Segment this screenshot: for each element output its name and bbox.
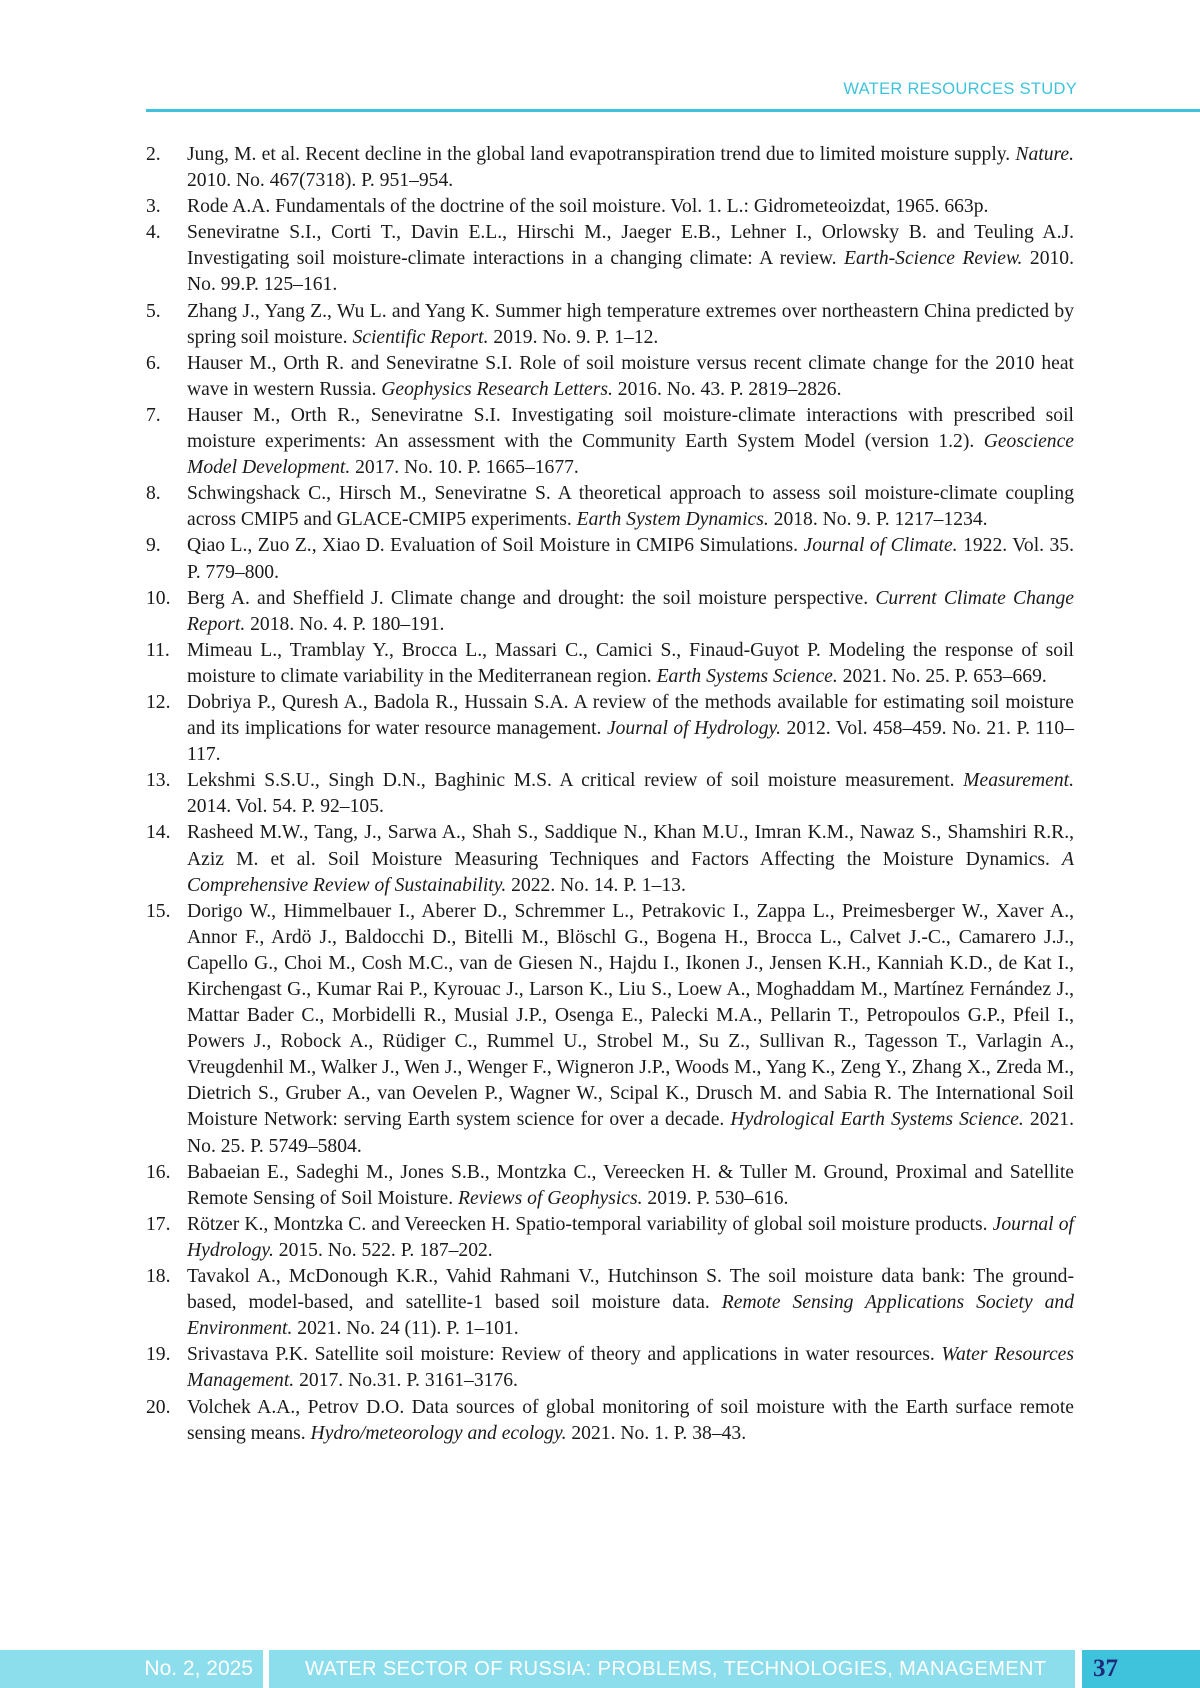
reference-journal: Reviews of Geophysics. (458, 1187, 643, 1209)
reference-item (146, 1264, 1074, 1342)
reference-text: Mimeau L., Tramblay Y., Brocca L., Massari C., Camici S., Finaud-Guyot P. Modeling the response of soil moisture to climate variability in the Mediterranean region. (187, 639, 1074, 687)
reference-details: 2010. No. 467(7318). P. 951–954. (187, 170, 454, 192)
reference-item (146, 194, 1074, 220)
header-divider (146, 109, 1200, 112)
reference-item (146, 638, 1074, 690)
reference-item (146, 403, 1074, 481)
reference-text: Hauser M., Orth R., Seneviratne S.I. Investigating soil moisture-climate interactions with prescribed soil moisture experiments: An assessment with the Community Earth System Model (version 1.2). (187, 404, 1074, 453)
reference-details: 2012. Vol. 458–459. No. 21. P. 110–117. (187, 718, 1074, 766)
reference-number: 4. (146, 222, 161, 244)
reference-item (146, 299, 1074, 351)
reference-item (146, 690, 1074, 768)
reference-journal: Journal of Hydrology. (187, 1213, 1074, 1261)
reference-item (146, 586, 1074, 638)
reference-journal: Earth-Science Review. (844, 248, 1023, 270)
reference-item (146, 351, 1074, 403)
reference-number: 17. (146, 1213, 171, 1235)
reference-number: 11. (146, 639, 170, 661)
reference-journal: A Comprehensive Review of Sustainability. (187, 848, 1074, 896)
reference-journal: Measurement. (963, 770, 1074, 792)
reference-journal: Geophysics Research Letters. (381, 378, 613, 400)
reference-journal: Earth System Dynamics. (576, 509, 769, 531)
footer-issue (0, 1650, 263, 1688)
reference-item (146, 1395, 1074, 1447)
reference-text: Tavakol A., McDonough K.R., Vahid Rahmani V., Hutchinson S. The soil moisture data bank: The ground-based, model-based, and satellite-1 based soil moisture data. (187, 1266, 1074, 1314)
reference-details: 2014. Vol. 54. P. 92–105. (187, 796, 384, 818)
reference-text: Berg A. and Sheffield J. Climate change and drought: the soil moisture perspective. (187, 587, 876, 609)
reference-journal: Hydrological Earth Systems Science. (730, 1109, 1024, 1131)
reference-journal: Journal of Hydrology. (606, 718, 782, 740)
reference-journal: Hydro/meteorology and ecology. (310, 1422, 567, 1444)
reference-text: Lekshmi S.S.U., Singh D.N., Baghinic M.S. A critical review of soil moisture measurement. (187, 770, 964, 792)
reference-number: 8. (146, 483, 161, 505)
reference-text: Volchek A.A., Petrov D.O. Data sources of global monitoring of soil moisture with the Earth surface remote sensing means. (187, 1396, 1074, 1444)
footer-journal-name: WATER SECTOR OF RUSSIA: PROBLEMS, TECHNOLOGIES, MANAGEMENT (269, 1650, 1075, 1688)
reference-details: 2021. No. 25. P. 5749–5804. (187, 1109, 1074, 1157)
reference-text: Jung, M. et al. Recent decline in the global land evapotranspiration trend due to limited moisture supply. (187, 144, 1016, 165)
reference-journal: Remote Sensing Applications Society and Environment. (187, 1292, 1074, 1340)
reference-number: 9. (146, 535, 161, 557)
reference-text: Dorigo W., Himmelbauer I., Aberer D., Schremmer L., Petrakovic I., Zappa L., Preimesberger W., Xaver A., Annor F., Ardö J., Baldocchi D., Bitelli M., Blöschl G., Bogena H., Brocca L., Calvet J.-C., Camarero J.J., Capello G., Choi M., Cosh M.C., van de Giesen N., Hajdu I., Ikonen J., Jensen K.H., Kanniah K.D., de Kat I., Kirchengast G., Kumar Rai P., Kyrouac J., Larson K., Liu S., Loew A., Moghaddam M., Martínez Fernández J., Mattar Bader C., Morbidelli R., Musial J.P., Osenga E., Palecki M.A., Pellarin T., Petropoulos G.P., Pfeil I., Powers J., Robock A., Rüdiger C., Rummel U., Strobel M., Su Z., Sullivan R., Tagesson T., Varlagin A., Vreugdenhil M., Walker J., Wen J., Wenger F., Wigneron J.P., Woods M., Yang K., Zeng Y., Zhang X., Zreda M., Dietrich S., Gruber A., van Oevelen P., Wagner W., Scipal K., Drusch M. and Sabia R. The International Soil Moisture Network: serving Earth system science for over a decade. (187, 900, 1074, 1131)
reference-item (146, 220, 1074, 298)
reference-number: 13. (146, 770, 171, 792)
reference-item (146, 1160, 1074, 1212)
reference-details: 2017. No. 10. P. 1665–1677. (350, 457, 579, 479)
reference-item (146, 1212, 1074, 1264)
reference-journal: Water Resources Management. (187, 1344, 1074, 1392)
reference-text: Rötzer K., Montzka C. and Vereecken H. Spatio-temporal variability of global soil moisture products. (187, 1213, 993, 1235)
reference-journal: Geoscience Model Development. (187, 431, 1074, 479)
reference-item (146, 533, 1074, 585)
reference-number: 10. (146, 587, 171, 609)
reference-text: Qiao L., Zuo Z., Xiao D. Evaluation of Soil Moisture in CMIP6 Simulations. (187, 535, 804, 557)
reference-item (146, 820, 1074, 898)
reference-journal: Earth Systems Science. (656, 665, 838, 687)
reference-journal: Journal of Climate. (803, 535, 958, 557)
reference-details: 2017. No.31. P. 3161–3176. (294, 1370, 518, 1392)
reference-number: 6. (146, 352, 161, 374)
reference-journal: Nature. (1015, 144, 1074, 165)
reference-details: 2019. P. 530–616. (642, 1187, 789, 1209)
reference-details: 2022. No. 14. P. 1–13. (506, 874, 686, 896)
reference-details: 2018. No. 4. P. 180–191. (245, 613, 445, 635)
reference-details: 2019. No. 9. P. 1–12. (488, 326, 659, 348)
reference-item (146, 899, 1074, 1160)
issue-label: No. 2, 2025 (144, 1657, 253, 1680)
reference-text: Schwingshack C., Hirsch M., Seneviratne S. A theoretical approach to assess soil moisture-climate coupling across CMIP5 and GLACE-CMIP5 experiments. (187, 483, 1074, 531)
running-header: WATER RESOURCES STUDY (843, 80, 1077, 98)
reference-number: 3. (146, 196, 161, 218)
reference-number: 20. (146, 1396, 171, 1418)
reference-text: Rode A.A. Fundamentals of the doctrine of the soil moisture. Vol. 1. L.: Gidrometeoizdat, 1965. 663p. (187, 196, 989, 218)
page-footer (0, 1650, 1200, 1688)
reference-details: 2021. No. 24 (11). P. 1–101. (292, 1318, 519, 1340)
reference-text: Seneviratne S.I., Corti T., Davin E.L., Hirschi M., Jaeger E.B., Lehner I., Orlowsky B. and Teuling A.J. Investigating soil moisture-climate interactions in a changing climate: A review. (187, 222, 1074, 270)
reference-number: 15. (146, 900, 171, 922)
reference-details: 1922. Vol. 35. P. 779–800. (187, 535, 1075, 583)
reference-text: Babaeian E., Sadeghi M., Jones S.B., Montzka C., Vereecken H. & Tuller M. Ground, Proximal and Satellite Remote Sensing of Soil Moisture. (187, 1161, 1074, 1209)
reference-number: 19. (146, 1344, 171, 1366)
reference-item (146, 1342, 1074, 1394)
page-number: 37 (1082, 1650, 1200, 1688)
reference-number: 7. (146, 404, 161, 426)
reference-list (146, 142, 1074, 1447)
reference-number: 2. (146, 144, 161, 165)
reference-item (146, 481, 1074, 533)
reference-number: 16. (146, 1161, 171, 1183)
reference-number: 12. (146, 691, 171, 713)
reference-text: Dobriya P., Quresh A., Badola R., Hussain S.A. A review of the methods available for estimating soil moisture and its implications for water resource management. (187, 691, 1074, 740)
reference-item (146, 768, 1074, 820)
reference-journal: Current Climate Change Report. (187, 587, 1074, 635)
reference-text: Zhang J., Yang Z., Wu L. and Yang K. Summer high temperature extremes over northeastern China predicted by spring soil moisture. (187, 300, 1074, 348)
reference-details: 2010. No. 99.P. 125–161. (187, 248, 1074, 296)
reference-text: Rasheed M.W., Tang, J., Sarwa A., Shah S., Saddique N., Khan M.U., Imran K.M., Nawaz S., Shamshiri R.R., Aziz M. et al. Soil Moisture Measuring Techniques and Factors Affecting the Moisture Dynamics. (187, 822, 1074, 870)
reference-item (146, 142, 1074, 194)
reference-details: 2021. No. 25. P. 653–669. (837, 665, 1047, 687)
reference-details: 2015. No. 522. P. 187–202. (273, 1239, 493, 1261)
reference-text: Hauser M., Orth R. and Seneviratne S.I. Role of soil moisture versus recent climate change for the 2010 heat wave in western Russia. (187, 352, 1074, 400)
reference-details: 2021. No. 1. P. 38–43. (566, 1422, 747, 1444)
reference-number: 14. (146, 822, 171, 844)
reference-text: Srivastava P.K. Satellite soil moisture: Review of theory and applications in water resources. (187, 1344, 942, 1366)
reference-journal: Scientific Report. (352, 326, 489, 348)
reference-details: 2018. No. 9. P. 1217–1234. (768, 509, 988, 531)
reference-number: 5. (146, 300, 161, 322)
reference-number: 18. (146, 1266, 171, 1288)
reference-details: 2016. No. 43. P. 2819–2826. (612, 378, 842, 400)
